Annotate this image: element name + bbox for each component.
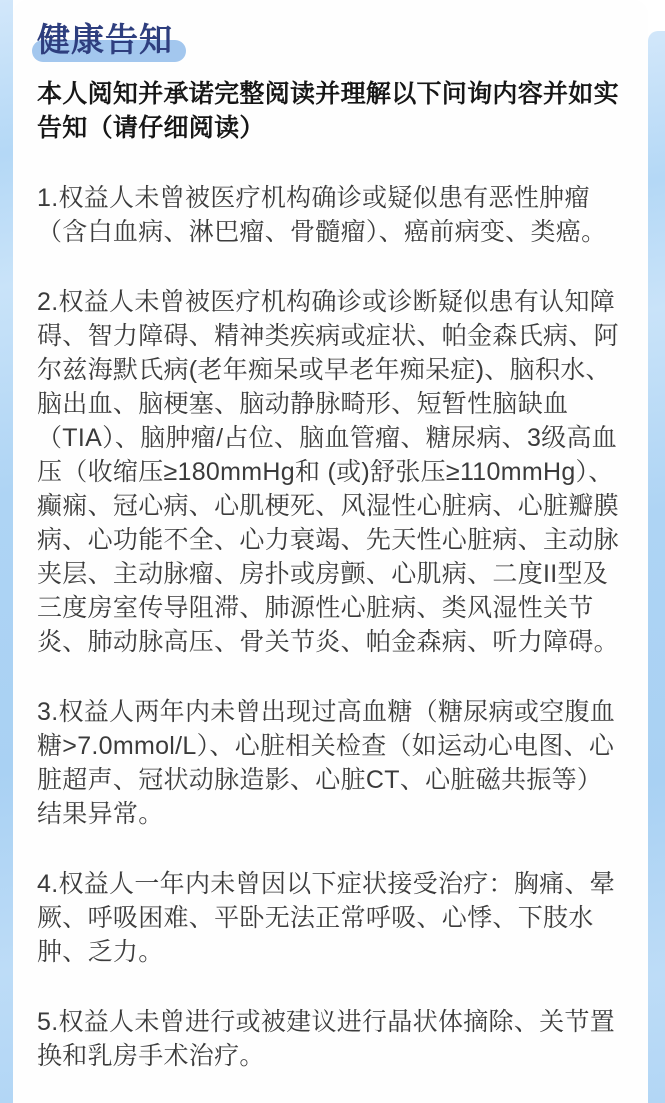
notice-paragraph-4: 4.权益人一年内未曾因以下症状接受治疗：胸痛、晕厥、呼吸困难、平卧无法正常呼吸、心悸、下肢水肿、乏力。 bbox=[37, 870, 616, 966]
notice-paragraph-1: 1.权益人未曾被医疗机构确诊或疑似患有恶性肿瘤（含白血病、淋巴瘤、骨髓瘤）、癌前病变、类癌。 bbox=[37, 184, 607, 246]
notice-paragraph-2: 2.权益人未曾被医疗机构确诊或诊断疑似患有认知障碍、智力障碍、精神类疾病或症状、帕金森氏病、阿尔兹海默氏病(老年痴呆或早老年痴呆症)、脑积水、脑出血、脑梗塞、脑动静脉畸形、短暂性脑缺血（TIA）、脑肿瘤/占位、脑血管瘤、糖尿病、3级高血压（收缩压≥180mmHg和 (或)舒张压≥110mmHg）、癫痫、冠心病、心肌梗死、风湿性心脏病、心脏瓣膜病、心功能不全、心力衰竭、先天性心脏病、主动脉夹层、主动脉瘤、房扑或房颤、心肌病、二度II型及三度房室传导阻滞、肺源性心脏病、类风湿性关节炎、肺动脉高压、骨关节炎、帕金森病、听力障碍。 bbox=[37, 288, 619, 656]
health-notice-card[interactable] bbox=[13, 0, 648, 1103]
background-strip-right bbox=[648, 31, 665, 1103]
background-strip-left bbox=[0, 0, 13, 1103]
notice-paragraph-5: 5.权益人未曾进行或被建议进行晶状体摘除、关节置换和乳房手术治疗。 bbox=[37, 1008, 616, 1070]
notice-paragraph-3: 3.权益人两年内未曾出现过高血糖（糖尿病或空腹血糖>7.0mmol/L）、心脏相关检查（如运动心电图、心脏超声、冠状动脉造影、心脏CT、心脏磁共振等）结果异常。 bbox=[37, 698, 616, 828]
page-title-text: 健康告知 bbox=[37, 21, 173, 58]
page-title bbox=[37, 14, 173, 61]
notice-intro: 本人阅知并承诺完整阅读并理解以下问询内容并如实告知（请仔细阅读） bbox=[37, 80, 619, 142]
